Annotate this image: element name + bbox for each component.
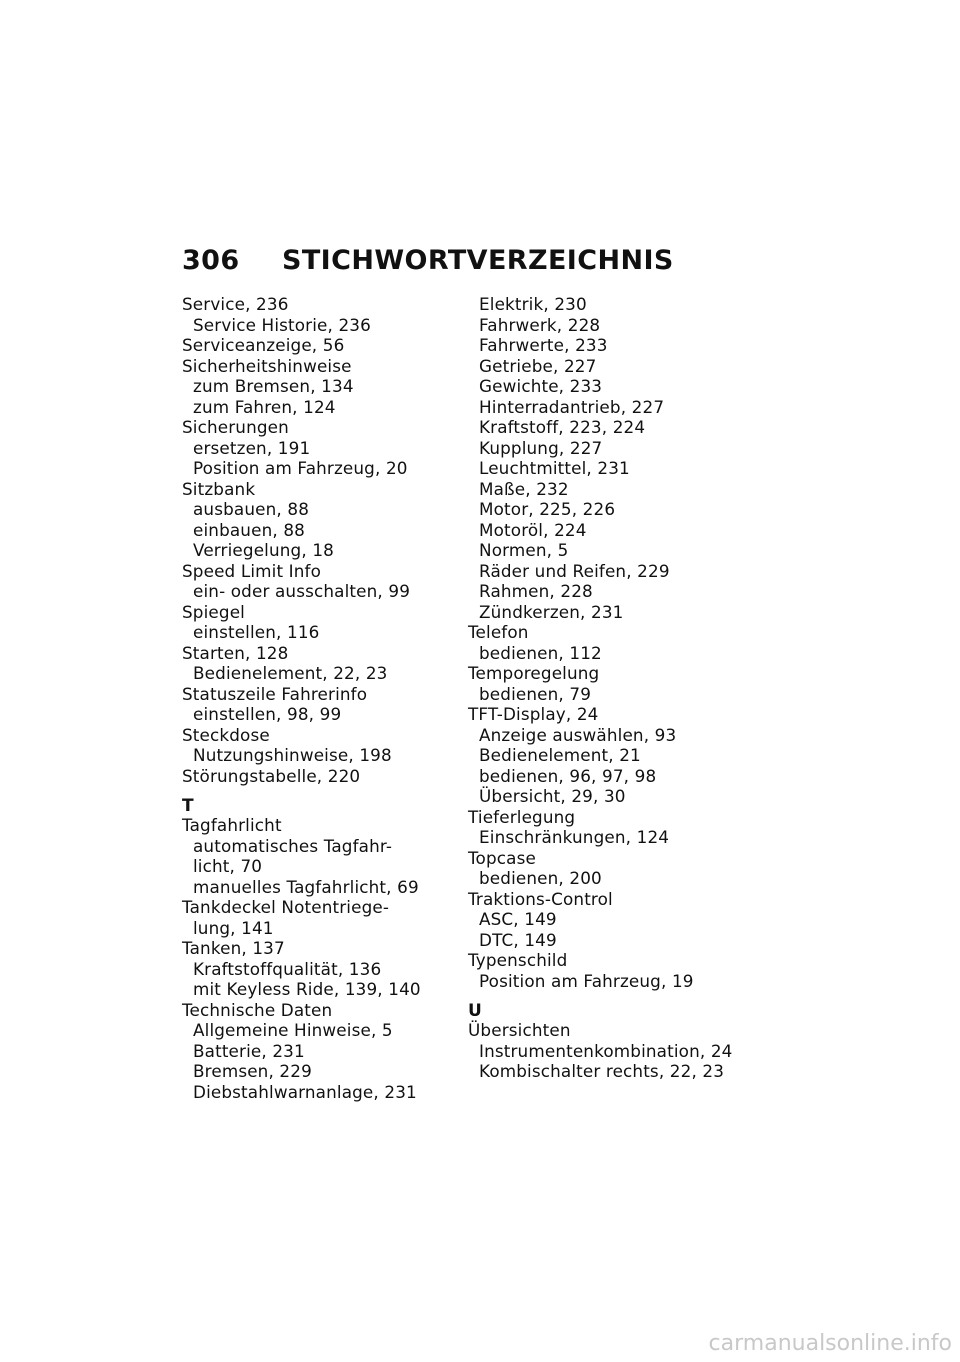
index-subentry: Batterie, 231 [193, 1040, 305, 1061]
index-subentry: Gewichte, 233 [479, 376, 603, 396]
index-subentry: Hinterradantrieb, 227 [479, 396, 665, 417]
index-subentry: Kombischalter rechts, 22, 23 [479, 1061, 725, 1081]
index-entry: Temporegelung [468, 663, 600, 683]
index-subentry: Fahrwerk, 228 [479, 314, 601, 335]
index-subentry: Kraftstoffqualität, 136 [193, 958, 382, 979]
index-subentry: Position am Fahrzeug, 20 [193, 458, 408, 478]
index-subentry: Fahrwerte, 233 [479, 335, 608, 355]
index-entry: Tanken, 137 [182, 938, 285, 958]
index-entry: Störungstabelle, 220 [182, 765, 361, 786]
index-subentry: lung, 141 [193, 917, 274, 938]
index-subentry: bedienen, 79 [479, 683, 592, 704]
index-entry: Statuszeile Fahrerinfo [182, 683, 368, 704]
index-subentry: Getriebe, 227 [479, 355, 597, 376]
index-column-left [182, 294, 452, 1102]
index-entry: Traktions-Control [468, 888, 613, 909]
index-entry: Tankdeckel Notentriege- [182, 897, 390, 917]
index-subentry: Zündkerzen, 231 [479, 601, 624, 622]
index-entry: Tieferlegung [468, 806, 576, 827]
watermark: carmanualsonline.info [708, 1331, 952, 1356]
index-entry: Technische Daten [182, 999, 333, 1020]
index-subentry: automatisches Tagfahr- [193, 835, 393, 856]
index-entry: Steckdose [182, 724, 270, 745]
index-subentry: ein- oder ausschalten, 99 [193, 581, 411, 601]
index-subentry: Nutzungshinweise, 198 [193, 745, 392, 765]
page-header [182, 244, 674, 278]
index-subentry: Bedienelement, 22, 23 [193, 663, 388, 683]
index-entry: Topcase [468, 847, 536, 868]
index-entry: Übersichten [468, 1020, 571, 1040]
index-column-right [468, 294, 758, 1082]
index-subentry: Bremsen, 229 [193, 1061, 312, 1081]
index-entry: Serviceanzeige, 56 [182, 335, 345, 355]
index-letter-heading: U [468, 1001, 482, 1021]
index-subentry: zum Fahren, 124 [193, 396, 336, 417]
index-entry: Spiegel [182, 601, 245, 622]
index-entry: Sicherungen [182, 417, 289, 437]
index-subentry: einstellen, 116 [193, 622, 320, 642]
index-letter-heading: T [182, 796, 194, 816]
index-subentry: Position am Fahrzeug, 19 [479, 970, 694, 991]
index-subentry: ersetzen, 191 [193, 437, 311, 458]
index-subentry: Normen, 5 [479, 540, 569, 560]
index-subentry: Elektrik, 230 [479, 294, 587, 314]
index-subentry: bedienen, 200 [479, 868, 602, 888]
index-subentry: Übersicht, 29, 30 [479, 786, 626, 806]
index-subentry: Einschränkungen, 124 [479, 827, 670, 847]
index-entry: Typenschild [468, 950, 568, 970]
index-subentry: Diebstahlwarnanlage, 231 [193, 1081, 417, 1102]
index-subentry: ausbauen, 88 [193, 499, 310, 519]
index-subentry: bedienen, 112 [479, 642, 602, 663]
index-subentry: Service Historie, 236 [193, 314, 371, 335]
page-number: 306 [182, 245, 240, 276]
index-subentry: Maße, 232 [479, 478, 569, 499]
index-entry: Starten, 128 [182, 642, 289, 663]
index-subentry: ASC, 149 [479, 909, 557, 929]
index-subentry: DTC, 149 [479, 929, 557, 950]
index-subentry: Bedienelement, 21 [479, 745, 641, 765]
index-subentry: Rahmen, 228 [479, 581, 593, 601]
index-subentry: Kupplung, 227 [479, 437, 603, 458]
index-subentry: manuelles Tagfahrlicht, 69 [193, 876, 419, 897]
index-subentry: Kraftstoff, 223, 224 [479, 417, 646, 437]
index-subentry: Räder und Reifen, 229 [479, 560, 670, 581]
index-subentry: Allgemeine Hinweise, 5 [193, 1020, 393, 1040]
index-entry: Telefon [468, 622, 529, 642]
index-entry: TFT-Display, 24 [468, 704, 599, 724]
index-entry: Sicherheitshinweise [182, 355, 352, 376]
index-subentry: einstellen, 98, 99 [193, 704, 342, 724]
index-subentry: bedienen, 96, 97, 98 [479, 765, 657, 786]
index-subentry: einbauen, 88 [193, 519, 305, 540]
index-subentry: Instrumentenkombination, 24 [479, 1040, 733, 1061]
index-entry: Sitzbank [182, 478, 256, 499]
page-title: STICHWORTVERZEICHNIS [282, 245, 674, 276]
index-subentry: licht, 70 [193, 856, 263, 876]
index-subentry: Verriegelung, 18 [193, 540, 334, 560]
index-entry: Speed Limit Info [182, 560, 322, 581]
index-subentry: Motor, 225, 226 [479, 499, 616, 519]
index-subentry: zum Bremsen, 134 [193, 376, 354, 396]
index-subentry: mit Keyless Ride, 139, 140 [193, 979, 421, 999]
index-entry: Service, 236 [182, 294, 289, 314]
index-subentry: Motoröl, 224 [479, 519, 587, 540]
index-subentry: Leuchtmittel, 231 [479, 458, 630, 478]
index-entry: Tagfahrlicht [182, 815, 282, 835]
index-subentry: Anzeige auswählen, 93 [479, 724, 677, 745]
